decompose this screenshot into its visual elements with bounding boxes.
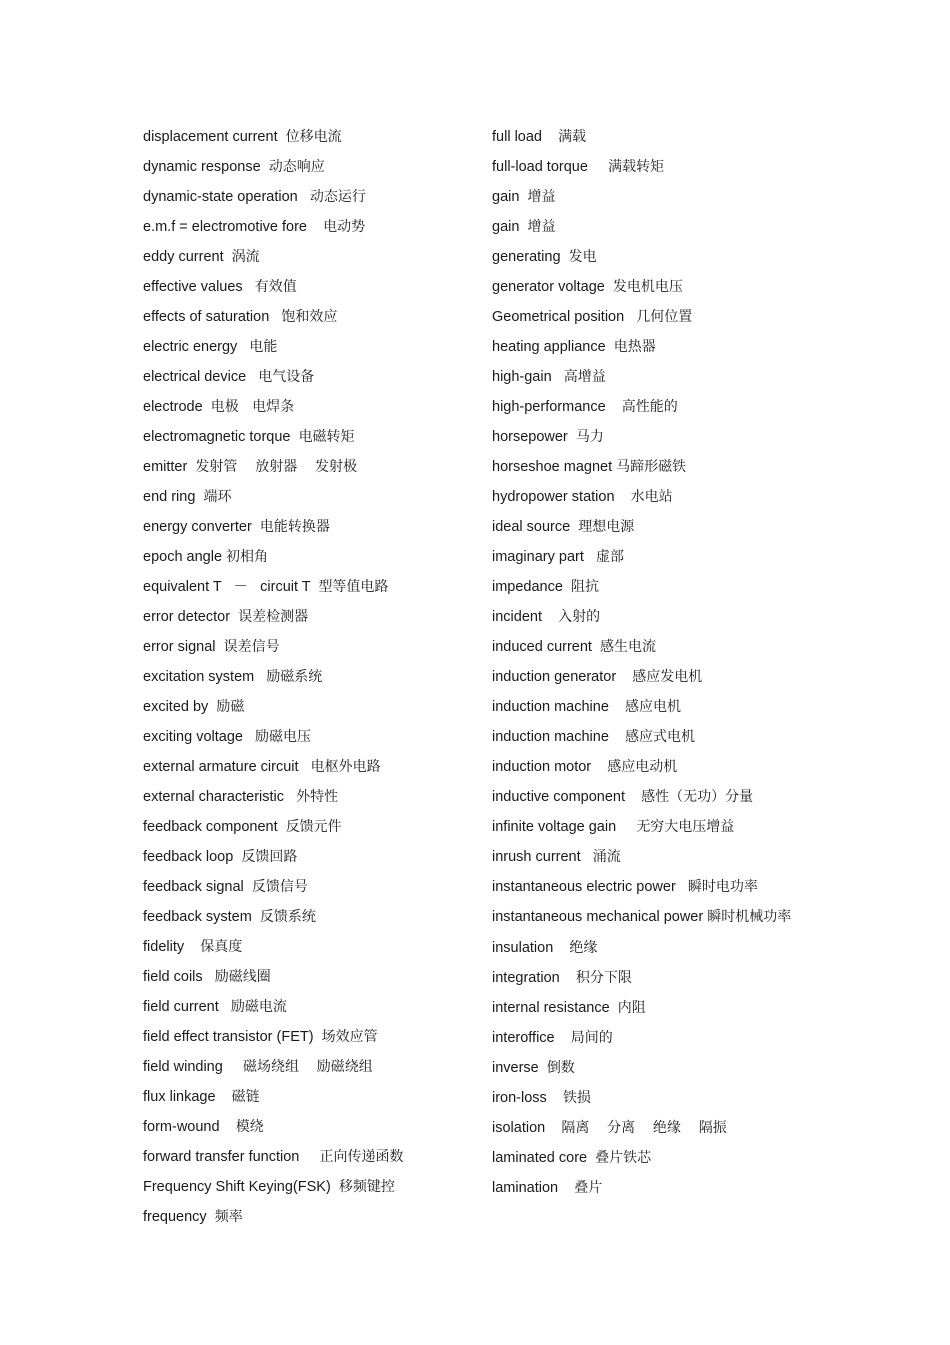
glossary-entry xyxy=(492,1145,812,1171)
term-english: high-performance xyxy=(492,399,606,415)
glossary-entry xyxy=(492,334,812,360)
term-english: feedback system xyxy=(143,909,252,925)
term-separator xyxy=(609,729,625,745)
term-separator xyxy=(609,699,625,715)
term-chinese: 励磁电流 xyxy=(230,999,287,1015)
glossary-entry xyxy=(492,844,812,870)
term-english: gain xyxy=(492,189,520,205)
term-separator xyxy=(552,369,564,385)
term-separator xyxy=(624,309,636,325)
term-separator xyxy=(547,1090,563,1106)
term-separator xyxy=(299,759,311,775)
glossary-entry xyxy=(492,904,812,931)
term-separator xyxy=(243,279,255,295)
glossary-entry xyxy=(143,424,473,450)
term-separator xyxy=(555,1030,571,1046)
term-english: form-wound xyxy=(143,1119,220,1135)
glossary-entry xyxy=(143,1144,473,1170)
term-separator xyxy=(676,879,688,895)
glossary-entry xyxy=(492,664,812,690)
glossary-entry xyxy=(143,844,473,870)
glossary-entry xyxy=(143,514,473,540)
glossary-entry xyxy=(143,904,473,930)
term-separator xyxy=(591,759,607,775)
term-english: feedback signal xyxy=(143,879,244,895)
glossary-entry xyxy=(143,304,473,330)
term-english: external characteristic xyxy=(143,789,285,805)
term-chinese: 励磁 xyxy=(216,699,245,715)
term-separator xyxy=(553,940,569,956)
term-english: imaginary part xyxy=(492,549,584,565)
glossary-entry xyxy=(492,454,812,480)
glossary-entry xyxy=(143,664,473,690)
term-chinese: 电能转换器 xyxy=(259,519,330,535)
term-english: feedback loop xyxy=(143,849,234,865)
glossary-entry xyxy=(492,694,812,720)
glossary-entry xyxy=(143,1084,473,1110)
term-chinese: 马蹄形磁铁 xyxy=(616,459,687,475)
term-separator xyxy=(252,909,260,925)
term-chinese: 饱和效应 xyxy=(281,309,338,325)
term-chinese: 外特性 xyxy=(296,789,339,805)
term-separator xyxy=(606,399,622,415)
term-english: electromagnetic torque xyxy=(143,429,291,445)
term-chinese: 模绕 xyxy=(235,1119,264,1135)
term-chinese: 保真度 xyxy=(200,939,243,955)
glossary-entry xyxy=(143,1114,473,1140)
term-chinese: 感性（无功）分量 xyxy=(641,789,754,805)
term-separator xyxy=(278,819,286,835)
term-chinese: 动态运行 xyxy=(309,189,366,205)
term-english: integration xyxy=(492,970,560,986)
term-english: isolation xyxy=(492,1120,546,1136)
glossary-entry xyxy=(492,514,812,540)
glossary-entry xyxy=(492,484,812,510)
term-separator xyxy=(261,159,269,175)
glossary-entry xyxy=(143,184,473,210)
term-separator xyxy=(254,669,266,685)
glossary-entry xyxy=(492,1115,812,1141)
term-separator xyxy=(278,129,286,145)
term-english: induction machine xyxy=(492,729,609,745)
glossary-entry xyxy=(492,274,812,300)
glossary-entry xyxy=(143,934,473,960)
term-chinese: 反馈信号 xyxy=(251,879,308,895)
glossary-entry xyxy=(492,965,812,991)
glossary-entry xyxy=(143,154,473,180)
term-chinese: 励磁系统 xyxy=(266,669,323,685)
glossary-entry xyxy=(143,1174,473,1200)
term-separator xyxy=(203,969,215,985)
term-separator xyxy=(184,939,200,955)
term-chinese: 满载 xyxy=(558,129,587,145)
glossary-entry xyxy=(492,935,812,961)
term-english: emitter xyxy=(143,459,188,475)
term-english: effects of saturation xyxy=(143,309,270,325)
glossary-entry xyxy=(492,1055,812,1081)
term-separator xyxy=(625,789,641,805)
term-english: full load xyxy=(492,129,542,145)
term-separator xyxy=(298,189,310,205)
term-separator xyxy=(616,819,636,835)
term-chinese: 有效值 xyxy=(254,279,297,295)
term-chinese: 电动势 xyxy=(323,219,366,235)
glossary-entry xyxy=(143,484,473,510)
term-english: high-gain xyxy=(492,369,552,385)
term-chinese: 虚部 xyxy=(595,549,624,565)
term-separator xyxy=(539,1060,547,1076)
term-chinese: 绝缘 xyxy=(569,940,598,956)
term-chinese: 位移电流 xyxy=(285,129,342,145)
term-chinese: 动态响应 xyxy=(268,159,325,175)
term-separator xyxy=(237,339,249,355)
glossary-entry xyxy=(143,874,473,900)
term-chinese: 感应式电机 xyxy=(625,729,696,745)
term-chinese: 型等值电路 xyxy=(318,579,389,595)
term-english: inductive component xyxy=(492,789,625,805)
term-english: exciting voltage xyxy=(143,729,243,745)
term-english: Frequency Shift Keying(FSK) xyxy=(143,1179,331,1195)
term-english: electric energy xyxy=(143,339,238,355)
term-separator xyxy=(307,219,323,235)
term-english: induction machine xyxy=(492,699,609,715)
glossary-entry xyxy=(492,754,812,780)
term-chinese: 移频键控 xyxy=(338,1179,395,1195)
glossary-entry xyxy=(492,1175,812,1201)
term-english: electrode xyxy=(143,399,203,415)
term-chinese: 感应电机 xyxy=(625,699,682,715)
glossary-entry xyxy=(143,634,473,660)
term-separator xyxy=(230,609,238,625)
term-chinese: 叠片 xyxy=(574,1180,603,1196)
term-chinese: 电磁转矩 xyxy=(298,429,355,445)
term-chinese: 反馈元件 xyxy=(285,819,342,835)
glossary-entry xyxy=(143,244,473,270)
glossary-entry xyxy=(143,784,473,810)
term-english: e.m.f = electromotive fore xyxy=(143,219,307,235)
term-english: field coils xyxy=(143,969,203,985)
glossary-entry xyxy=(143,334,473,360)
term-chinese: 反馈回路 xyxy=(241,849,298,865)
glossary-entry xyxy=(143,1024,473,1050)
glossary-entry xyxy=(492,124,812,150)
term-english: Geometrical position xyxy=(492,309,625,325)
glossary-entry xyxy=(492,784,812,810)
glossary-entry xyxy=(492,1085,812,1111)
term-english: full-load torque xyxy=(492,159,588,175)
glossary-entry xyxy=(143,994,473,1020)
term-english: effective values xyxy=(143,279,243,295)
glossary-entry xyxy=(492,814,812,840)
glossary-entry xyxy=(492,394,812,420)
glossary-entry xyxy=(143,124,473,150)
glossary-entry xyxy=(143,364,473,390)
glossary-entry xyxy=(492,424,812,450)
term-chinese: 发电 xyxy=(568,249,597,265)
term-separator xyxy=(284,789,296,805)
term-chinese: 高增益 xyxy=(563,369,606,385)
term-chinese: 内阻 xyxy=(617,1000,646,1016)
term-english: epoch angle xyxy=(143,549,223,565)
term-english: frequency xyxy=(143,1209,207,1225)
glossary-entry xyxy=(143,754,473,780)
term-english: field effect transistor (FET) xyxy=(143,1029,314,1045)
term-english: hydropower station xyxy=(492,489,615,505)
term-chinese: 涡流 xyxy=(231,249,260,265)
term-chinese: 感应电动机 xyxy=(607,759,678,775)
term-separator xyxy=(561,249,569,265)
term-chinese: 叠片铁芯 xyxy=(595,1150,652,1166)
term-english: excitation system xyxy=(143,669,255,685)
term-chinese: 入射的 xyxy=(558,609,601,625)
term-english: equivalent T － circuit T xyxy=(143,579,311,595)
term-english: flux linkage xyxy=(143,1089,216,1105)
term-chinese: 增益 xyxy=(527,189,556,205)
term-chinese: 初相角 xyxy=(226,549,269,565)
term-chinese: 励磁线圈 xyxy=(214,969,271,985)
term-english: electrical device xyxy=(143,369,247,385)
term-separator xyxy=(610,1000,618,1016)
term-english: energy converter xyxy=(143,519,252,535)
glossary-entry xyxy=(492,184,812,210)
term-chinese: 磁链 xyxy=(231,1089,260,1105)
glossary-entry xyxy=(143,724,473,750)
term-english: incident xyxy=(492,609,542,625)
term-english: gain xyxy=(492,219,520,235)
glossary-entry xyxy=(492,244,812,270)
glossary-entry xyxy=(143,814,473,840)
left-column xyxy=(143,124,473,1234)
glossary-entry xyxy=(143,214,473,240)
term-separator xyxy=(244,879,252,895)
term-english: horsepower xyxy=(492,429,568,445)
glossary-entry xyxy=(492,214,812,240)
term-separator xyxy=(219,999,231,1015)
glossary-entry xyxy=(492,604,812,630)
term-chinese: 高性能的 xyxy=(621,399,678,415)
term-separator xyxy=(207,1209,215,1225)
term-separator xyxy=(581,849,593,865)
term-separator xyxy=(203,399,211,415)
glossary-entry xyxy=(492,634,812,660)
term-english: laminated core xyxy=(492,1150,588,1166)
glossary-entry xyxy=(492,1025,812,1051)
term-separator xyxy=(291,429,299,445)
term-english: insulation xyxy=(492,940,554,956)
glossary-entry xyxy=(143,964,473,990)
term-separator xyxy=(224,249,232,265)
term-chinese: 理想电源 xyxy=(578,519,635,535)
term-chinese: 电气设备 xyxy=(258,369,315,385)
term-separator xyxy=(615,489,631,505)
term-english: horseshoe magnet xyxy=(492,459,613,475)
term-separator xyxy=(545,1120,561,1136)
term-chinese: 倒数 xyxy=(546,1060,575,1076)
term-separator xyxy=(269,309,281,325)
term-separator xyxy=(216,639,224,655)
term-english: generator voltage xyxy=(492,279,605,295)
term-english: ideal source xyxy=(492,519,571,535)
term-separator xyxy=(252,519,260,535)
term-chinese: 感应发电机 xyxy=(632,669,703,685)
term-chinese: 发电机电压 xyxy=(612,279,683,295)
term-chinese: 反馈系统 xyxy=(259,909,316,925)
term-chinese: 误差检测器 xyxy=(238,609,309,625)
glossary-entry xyxy=(492,154,812,180)
glossary-entry xyxy=(143,1054,473,1080)
term-english: dynamic response xyxy=(143,159,261,175)
term-separator xyxy=(584,549,596,565)
glossary-entry xyxy=(492,574,812,600)
term-chinese: 几何位置 xyxy=(636,309,693,325)
term-separator xyxy=(558,1180,574,1196)
term-chinese: 瞬时电功率 xyxy=(687,879,758,895)
term-chinese: 瞬时机械功率 xyxy=(707,909,792,925)
term-separator xyxy=(331,1179,339,1195)
term-english: error detector xyxy=(143,609,231,625)
term-english: instantaneous mechanical power xyxy=(492,909,704,925)
term-separator xyxy=(314,1029,322,1045)
term-english: heating appliance xyxy=(492,339,606,355)
term-chinese: 电能 xyxy=(249,339,278,355)
term-separator xyxy=(223,1059,243,1075)
glossary-entry xyxy=(492,874,812,900)
term-english: inverse xyxy=(492,1060,539,1076)
term-separator xyxy=(606,339,614,355)
term-english: infinite voltage gain xyxy=(492,819,617,835)
glossary-entry xyxy=(143,694,473,720)
term-chinese: 积分下限 xyxy=(575,970,632,986)
term-chinese: 磁场绕组 励磁绕组 xyxy=(242,1059,373,1075)
glossary-entry xyxy=(492,544,812,570)
term-separator xyxy=(243,729,255,745)
term-chinese: 发射管 放射器 发射极 xyxy=(195,459,357,475)
term-chinese: 场效应管 xyxy=(321,1029,378,1045)
term-separator xyxy=(216,1089,232,1105)
term-english: displacement current xyxy=(143,129,278,145)
glossary-entry xyxy=(143,604,473,630)
term-english: inrush current xyxy=(492,849,581,865)
term-english: induction motor xyxy=(492,759,592,775)
term-chinese: 误差信号 xyxy=(223,639,280,655)
term-separator xyxy=(560,970,576,986)
term-separator xyxy=(588,159,608,175)
term-separator xyxy=(568,429,576,445)
term-chinese: 增益 xyxy=(527,219,556,235)
term-english: induction generator xyxy=(492,669,617,685)
term-chinese: 端环 xyxy=(203,489,232,505)
term-english: end ring xyxy=(143,489,196,505)
term-english: iron-loss xyxy=(492,1090,547,1106)
term-english: lamination xyxy=(492,1180,559,1196)
term-english: field winding xyxy=(143,1059,223,1075)
term-chinese: 局间的 xyxy=(570,1030,613,1046)
term-english: dynamic-state operation xyxy=(143,189,298,205)
term-chinese: 铁损 xyxy=(562,1090,591,1106)
glossary-entry xyxy=(143,274,473,300)
term-english: fidelity xyxy=(143,939,185,955)
term-chinese: 感生电流 xyxy=(600,639,657,655)
term-chinese: 频率 xyxy=(214,1209,243,1225)
term-separator xyxy=(220,1119,236,1135)
term-english: external armature circuit xyxy=(143,759,299,775)
term-english: feedback component xyxy=(143,819,278,835)
term-english: field current xyxy=(143,999,219,1015)
term-chinese: 涌流 xyxy=(592,849,621,865)
term-english: eddy current xyxy=(143,249,224,265)
term-separator xyxy=(542,609,558,625)
term-chinese: 水电站 xyxy=(630,489,673,505)
term-chinese: 励磁电压 xyxy=(255,729,312,745)
glossary-entry xyxy=(492,724,812,750)
term-separator xyxy=(592,639,600,655)
term-separator xyxy=(605,279,613,295)
glossary-entry xyxy=(143,394,473,420)
term-english: error signal xyxy=(143,639,216,655)
term-chinese: 马力 xyxy=(575,429,604,445)
term-english: forward transfer function xyxy=(143,1149,300,1165)
term-english: internal resistance xyxy=(492,1000,610,1016)
term-chinese: 电极 电焊条 xyxy=(210,399,295,415)
term-separator xyxy=(299,1149,319,1165)
term-english: impedance xyxy=(492,579,563,595)
glossary-entry xyxy=(143,1204,473,1230)
glossary-entry xyxy=(143,454,473,480)
term-english: generating xyxy=(492,249,561,265)
term-chinese: 无穷大电压增益 xyxy=(636,819,735,835)
glossary-entry xyxy=(492,995,812,1021)
term-chinese: 正向传递函数 xyxy=(319,1149,404,1165)
term-chinese: 阻抗 xyxy=(571,579,599,595)
glossary-entry xyxy=(492,364,812,390)
term-english: interoffice xyxy=(492,1030,555,1046)
glossary-entry xyxy=(143,544,473,570)
term-english: instantaneous electric power xyxy=(492,879,676,895)
term-chinese: 隔离 分离 绝缘 隔振 xyxy=(561,1120,727,1136)
term-chinese: 满载转矩 xyxy=(608,159,665,175)
term-separator xyxy=(542,129,558,145)
right-column xyxy=(492,124,812,1205)
term-separator xyxy=(246,369,258,385)
term-english: induced current xyxy=(492,639,592,655)
term-separator xyxy=(563,579,571,595)
term-chinese: 电枢外电路 xyxy=(310,759,381,775)
term-separator xyxy=(616,669,632,685)
glossary-entry xyxy=(143,574,473,600)
term-english: excited by xyxy=(143,699,209,715)
glossary-entry xyxy=(492,304,812,330)
term-chinese: 电热器 xyxy=(613,339,656,355)
term-separator xyxy=(587,1150,595,1166)
